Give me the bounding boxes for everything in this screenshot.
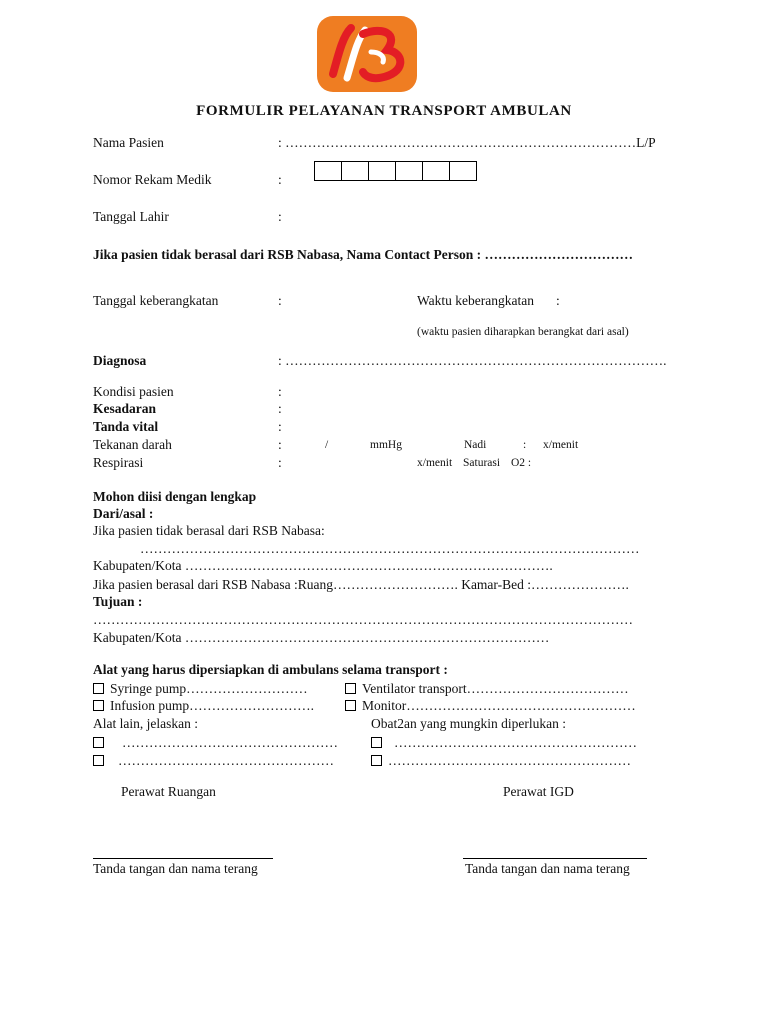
mrn-box[interactable] [315,162,342,180]
syringe-pump-option[interactable] [93,681,308,697]
checkbox[interactable] [345,700,356,711]
departure-time-field[interactable]: : [556,293,560,308]
left-signature-line[interactable] [93,858,273,859]
departure-time-note: (waktu pasien diharapkan berangkat dari asal) [417,326,629,338]
departure-date-field[interactable]: : [278,293,282,308]
origin-address-field[interactable]: ………………………………………………………………………………………………… [140,541,640,556]
checkbox[interactable] [371,755,382,766]
medication-item[interactable] [371,753,631,769]
saturation-label: Saturasi [463,457,501,469]
dob-label: Tanggal Lahir [93,209,169,224]
o2-label: O2 : [511,457,532,469]
checkbox[interactable] [93,683,104,694]
pulse-colon: : [523,439,527,451]
mrn-box[interactable] [450,162,476,180]
consciousness-label: Kesadaran [93,401,157,416]
departure-time-label: Waktu keberangkatan [417,293,534,308]
er-nurse-role: Perawat IGD [503,784,574,799]
mrn-box[interactable] [369,162,396,180]
monitor-label: Monitor…………………………………………… [362,698,636,713]
pulse-unit: x/menit [543,439,579,451]
left-signature-caption: Tanda tangan dan nama terang [93,861,258,876]
medication-dots[interactable]: ……………………………………………… [394,735,637,750]
destination-address-field[interactable]: ………………………………………………………………………………………………………… [93,612,633,627]
checkbox[interactable] [345,683,356,694]
other-equipment-item[interactable] [93,735,338,751]
consciousness-field[interactable]: : [278,401,282,416]
mrn-box[interactable] [396,162,423,180]
pulse-label: Nadi [464,439,487,451]
other-equipment-dots[interactable]: ………………………………………… [118,753,334,768]
other-equipment-item[interactable] [93,753,334,769]
vital-signs-label: Tanda vital [93,419,159,434]
medication-label: Obat2an yang mungkin diperlukan : [371,716,566,731]
diagnosis-field[interactable]: : …………………………………………………………………………. [278,353,667,368]
checkbox[interactable] [371,737,382,748]
origin-label: Dari/asal : [93,506,154,521]
other-equipment-label: Alat lain, jelaskan : [93,716,198,731]
form-title: FORMULIR PELAYANAN TRANSPORT AMBULAN [196,103,572,119]
patient-name-field[interactable]: : ……………………………………………………………………L/P [278,135,656,150]
infusion-pump-option[interactable] [93,698,314,714]
mrn-boxes[interactable] [314,161,477,181]
respiration-label: Respirasi [93,455,144,470]
respiration-colon: : [278,455,282,470]
from-rsb-room-field[interactable]: Jika pasien berasal dari RSB Nabasa :Ruang………………………. Kamar-Bed :…………………. [93,577,629,592]
not-from-rsb-label: Jika pasien tidak berasal dari RSB Nabasa: [93,523,325,538]
right-signature-line[interactable] [463,858,647,859]
destination-city-field[interactable]: Kabupaten/Kota ……………………………………………………………………… [93,630,550,645]
condition-label: Kondisi pasien [93,384,174,399]
respiration-unit: x/menit [417,457,453,469]
checkbox[interactable] [93,700,104,711]
vital-signs-field[interactable]: : [278,419,282,434]
blood-pressure-slash: / [325,439,329,451]
mrn-colon: : [278,172,282,187]
fill-instruction: Mohon diisi dengan lengkap [93,489,257,504]
mrn-label: Nomor Rekam Medik [93,172,212,187]
syringe-pump-label: Syringe pump……………………… [110,681,308,696]
infusion-pump-label: Infusion pump………………………. [110,698,314,713]
checkbox[interactable] [93,755,104,766]
ventilator-label: Ventilator transport……………………………… [362,681,629,696]
contact-person-field[interactable]: Jika pasien tidak berasal dari RSB Nabasa, Nama Contact Person : …………………………… [93,247,634,262]
hospital-logo [313,12,421,96]
patient-name-label: Nama Pasien [93,135,164,150]
equipment-heading: Alat yang harus dipersiapkan di ambulans selama transport : [93,662,448,677]
condition-field[interactable]: : [278,384,282,399]
mmhg-unit: mmHg [370,439,402,451]
origin-city-field[interactable]: Kabupaten/Kota ………………………………………………………………………. [93,558,553,573]
checkbox[interactable] [93,737,104,748]
destination-label: Tujuan : [93,594,143,609]
monitor-option[interactable] [345,698,636,714]
mrn-box[interactable] [423,162,450,180]
ward-nurse-role: Perawat Ruangan [121,784,216,799]
other-equipment-dots[interactable]: ………………………………………… [122,735,338,750]
right-signature-caption: Tanda tangan dan nama terang [465,861,630,876]
departure-date-label: Tanggal keberangkatan [93,293,219,308]
diagnosis-label: Diagnosa [93,353,147,368]
medication-dots[interactable]: ……………………………………………… [388,753,631,768]
medication-item[interactable] [371,735,637,751]
blood-pressure-label: Tekanan darah [93,437,172,452]
dob-field[interactable]: : [278,209,282,224]
mrn-box[interactable] [342,162,369,180]
blood-pressure-colon: : [278,437,282,452]
ventilator-option[interactable] [345,681,629,697]
